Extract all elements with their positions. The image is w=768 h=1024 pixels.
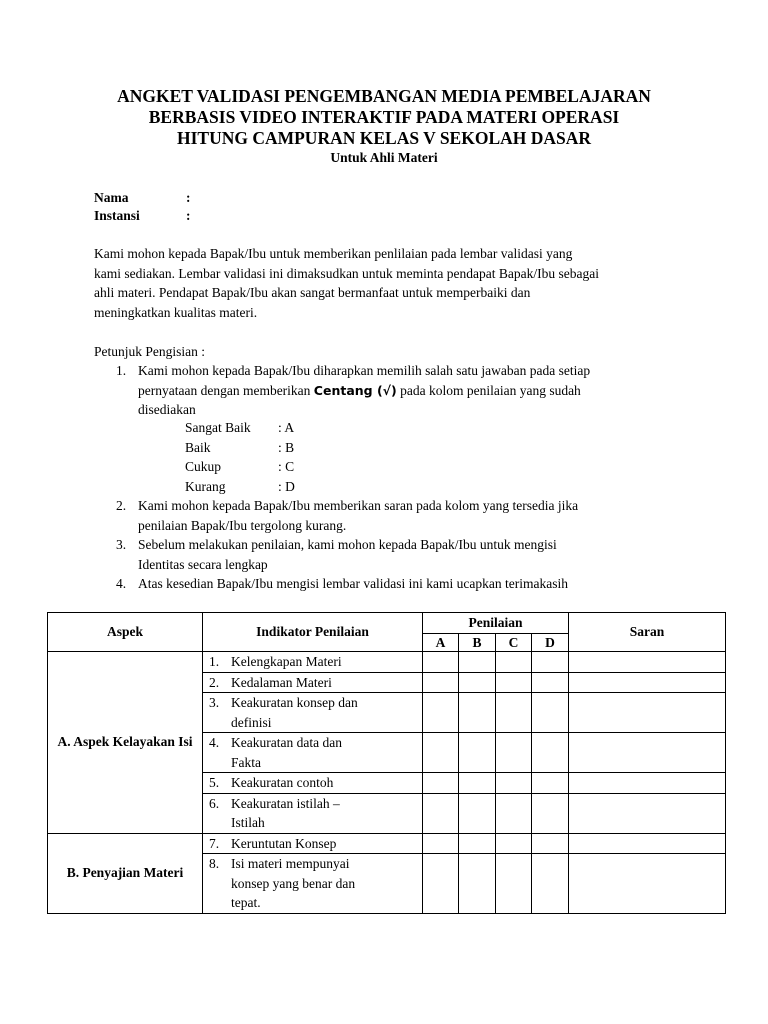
- indicator-number: 8.: [209, 856, 220, 871]
- intro-line: Kami mohon kepada Bapak/Ibu untuk memberikan penlilaian pada lembar validasi yang: [94, 246, 573, 261]
- grade-c-checkbox[interactable]: [496, 693, 532, 733]
- grade-d-checkbox[interactable]: [532, 854, 569, 914]
- instruction-number: 4.: [116, 576, 127, 591]
- institution-colon: :: [186, 208, 191, 223]
- indicator-text: tepat.: [231, 895, 261, 910]
- grade-a-checkbox[interactable]: [423, 833, 459, 854]
- intro-paragraph: [94, 244, 674, 322]
- scale-row: [185, 438, 295, 458]
- indicator-cell: [203, 773, 423, 794]
- scale-label: Baik: [185, 439, 211, 455]
- scale-value: : D: [278, 478, 295, 494]
- instruction-number: 3.: [116, 537, 127, 552]
- indicator-number: 1.: [209, 654, 220, 669]
- scale-label: Sangat Baik: [185, 420, 251, 435]
- indicator-number: 4.: [209, 735, 220, 750]
- grade-c-checkbox[interactable]: [496, 773, 532, 794]
- scale-row: [185, 457, 295, 477]
- scale-row: [185, 418, 295, 438]
- institution-field[interactable]: [94, 208, 191, 224]
- grade-c-checkbox[interactable]: [496, 833, 532, 854]
- intro-line: ahli materi. Pendapat Bapak/Ibu akan sangat bermanfaat untuk memperbaiki dan: [94, 285, 531, 300]
- scale-value: : C: [278, 459, 295, 474]
- indicator-text: Keakuratan istilah –: [231, 795, 340, 811]
- scale-label: Kurang: [185, 478, 226, 494]
- aspect-a-cell: A. Aspek Kelayakan Isi: [48, 652, 203, 834]
- indicator-text: konsep yang benar dan: [231, 875, 356, 891]
- saran-input[interactable]: [569, 652, 726, 673]
- indicator-cell: [203, 733, 423, 773]
- grade-b-checkbox[interactable]: [459, 652, 496, 673]
- grade-c-checkbox[interactable]: [496, 793, 532, 833]
- grade-a-checkbox[interactable]: [423, 793, 459, 833]
- validation-table: [47, 612, 726, 914]
- indicator-number: 7.: [209, 835, 220, 851]
- saran-input[interactable]: [569, 733, 726, 773]
- indicator-text: Kelengkapan Materi: [231, 654, 342, 669]
- name-label: Nama: [94, 190, 129, 205]
- saran-input[interactable]: [569, 672, 726, 693]
- header-saran: Saran: [569, 613, 726, 652]
- grade-a-checkbox[interactable]: [423, 733, 459, 773]
- title-line-2: BERBASIS VIDEO INTERAKTIF PADA MATERI OPERASI: [148, 107, 620, 127]
- name-colon: :: [186, 190, 191, 205]
- grade-b-checkbox[interactable]: [459, 854, 496, 914]
- document-title: [0, 86, 768, 149]
- saran-input[interactable]: [569, 693, 726, 733]
- saran-input[interactable]: [569, 793, 726, 833]
- grade-b-checkbox[interactable]: [459, 833, 496, 854]
- instruction-line: [138, 381, 590, 401]
- saran-input[interactable]: [569, 773, 726, 794]
- indicator-cell: [203, 833, 423, 854]
- grade-b-checkbox[interactable]: [459, 672, 496, 693]
- instruction-line: Atas kesedian Bapak/Ibu mengisi lembar validasi ini kami ucapkan terimakasih: [138, 576, 569, 591]
- scale-row: [185, 477, 295, 497]
- instruction-line: penilaian Bapak/Ibu tergolong kurang.: [138, 517, 347, 533]
- indicator-text: definisi: [231, 714, 272, 730]
- indicator-number: 6.: [209, 795, 220, 811]
- indicator-cell: [203, 672, 423, 693]
- grade-c-checkbox[interactable]: [496, 672, 532, 693]
- checkmark-instruction: Centang (√): [313, 382, 397, 398]
- header-aspek: Aspek: [48, 613, 203, 652]
- indicator-cell: [203, 693, 423, 733]
- instructions-heading: Petunjuk Pengisian :: [94, 344, 205, 359]
- scale-value: : A: [278, 420, 295, 435]
- intro-line: kami sediakan. Lembar validasi ini dimaksudkan untuk meminta pendapat Bapak/Ibu sebagai: [94, 265, 599, 281]
- header-penilaian: Penilaian: [423, 613, 569, 634]
- instruction-text: pernyataan dengan memberikan: [138, 382, 314, 398]
- grade-b-checkbox[interactable]: [459, 693, 496, 733]
- indicator-number: 2.: [209, 674, 220, 690]
- indicator-text: Kedalaman Materi: [231, 674, 332, 690]
- grade-d-checkbox[interactable]: [532, 652, 569, 673]
- header-grade-d: D: [532, 634, 569, 652]
- grade-d-checkbox[interactable]: [532, 693, 569, 733]
- grade-d-checkbox[interactable]: [532, 793, 569, 833]
- header-grade-b: B: [459, 634, 496, 652]
- title-line-3: HITUNG CAMPURAN KELAS V SEKOLAH DASAR: [176, 128, 592, 148]
- aspect-b-cell: B. Penyajian Materi: [48, 833, 203, 913]
- grade-d-checkbox[interactable]: [532, 672, 569, 693]
- indicator-text: Keakuratan contoh: [231, 775, 334, 790]
- instruction-number: 1.: [116, 363, 127, 378]
- scale-label: Cukup: [185, 459, 222, 474]
- grade-c-checkbox[interactable]: [496, 854, 532, 914]
- saran-input[interactable]: [569, 854, 726, 914]
- indicator-cell: [203, 854, 423, 914]
- instruction-text: pada kolom penilaian yang sudah: [396, 382, 581, 398]
- name-field[interactable]: [94, 190, 191, 206]
- indicator-number: 5.: [209, 775, 220, 790]
- intro-line: meningkatkan kualitas materi.: [94, 304, 258, 320]
- grade-a-checkbox[interactable]: [423, 854, 459, 914]
- instruction-line: Kami mohon kepada Bapak/Ibu memberikan saran pada kolom yang tersedia jika: [138, 498, 579, 513]
- table-row: [48, 652, 726, 673]
- instruction-number: 2.: [116, 498, 127, 513]
- grade-d-checkbox[interactable]: [532, 773, 569, 794]
- grade-a-checkbox[interactable]: [423, 652, 459, 673]
- document-subtitle: Untuk Ahli Materi: [330, 150, 438, 165]
- indicator-cell: [203, 793, 423, 833]
- instruction-line: Sebelum melakukan penilaian, kami mohon kepada Bapak/Ibu untuk mengisi: [138, 537, 557, 552]
- grade-b-checkbox[interactable]: [459, 733, 496, 773]
- scale-value: : B: [278, 439, 295, 455]
- table-row: [48, 833, 726, 854]
- grade-a-checkbox[interactable]: [423, 672, 459, 693]
- saran-input[interactable]: [569, 833, 726, 854]
- grade-b-checkbox[interactable]: [459, 773, 496, 794]
- institution-label: Instansi: [94, 208, 140, 223]
- instruction-line: Identitas secara lengkap: [138, 556, 268, 572]
- indicator-number: 3.: [209, 695, 220, 710]
- grade-c-checkbox[interactable]: [496, 733, 532, 773]
- header-grade-c: C: [496, 634, 532, 652]
- indicator-cell: [203, 652, 423, 673]
- instruction-line: disediakan: [138, 402, 196, 417]
- indicator-text: Fakta: [231, 754, 261, 770]
- indicator-text: Istilah: [231, 815, 265, 830]
- grade-d-checkbox[interactable]: [532, 733, 569, 773]
- grade-c-checkbox[interactable]: [496, 652, 532, 673]
- title-line-1: ANGKET VALIDASI PENGEMBANGAN MEDIA PEMBELAJARAN: [117, 86, 651, 106]
- rating-scale: [185, 418, 295, 496]
- header-indikator: Indikator Penilaian: [203, 613, 423, 652]
- header-grade-a: A: [423, 634, 459, 652]
- indicator-text: Isi materi mempunyai: [231, 856, 350, 871]
- grade-a-checkbox[interactable]: [423, 693, 459, 733]
- indicator-text: Keakuratan data dan: [231, 735, 342, 750]
- grade-a-checkbox[interactable]: [423, 773, 459, 794]
- instruction-line: Kami mohon kepada Bapak/Ibu diharapkan memilih salah satu jawaban pada setiap: [138, 363, 591, 378]
- indicator-text: Keruntutan Konsep: [231, 835, 337, 851]
- grade-d-checkbox[interactable]: [532, 833, 569, 854]
- indicator-text: Keakuratan konsep dan: [231, 695, 358, 710]
- grade-b-checkbox[interactable]: [459, 793, 496, 833]
